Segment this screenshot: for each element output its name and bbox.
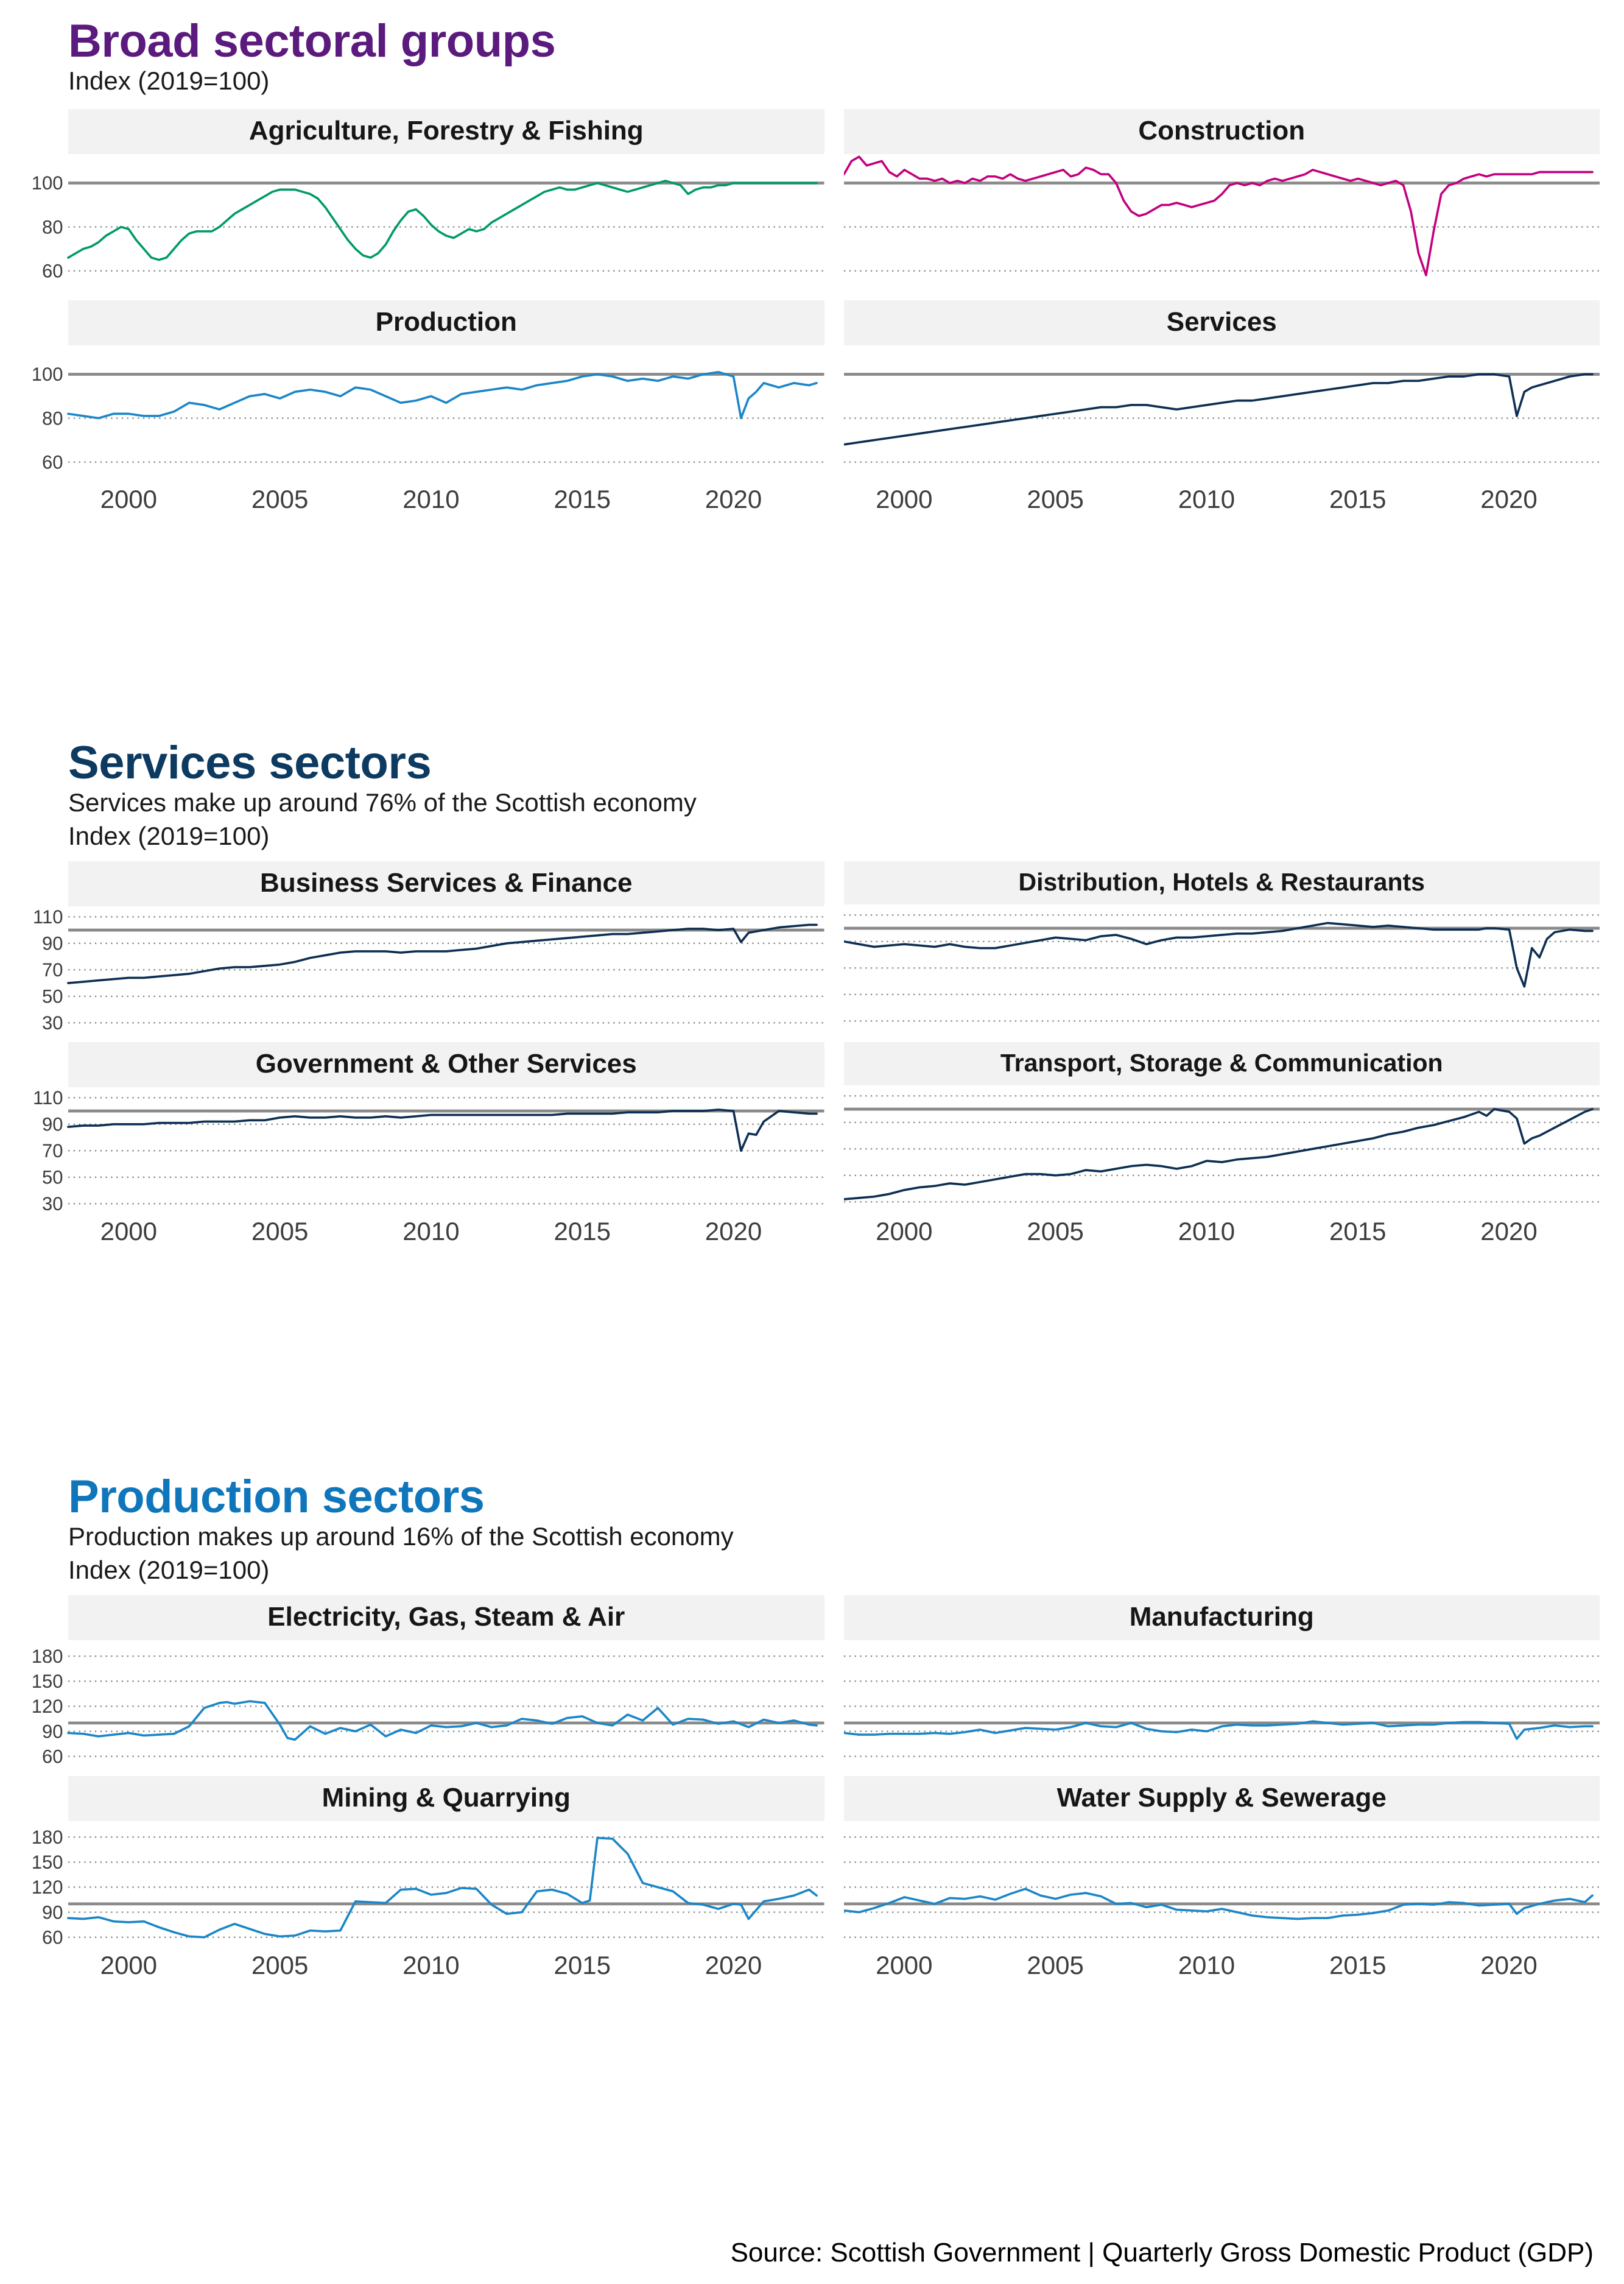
chart-title-manufacturing: Manufacturing	[844, 1595, 1600, 1640]
series-line	[68, 1701, 817, 1739]
plot-manufacturing	[844, 1640, 1600, 1768]
y-tick-label: 80	[41, 407, 63, 429]
y-tick-label: 50	[41, 985, 63, 1007]
x-tick-label: 2005	[251, 485, 309, 514]
chart-grid-services-row1	[0, 861, 1624, 1034]
x-tick-label: 2015	[554, 1216, 611, 1246]
x-tick-label: 2010	[1178, 485, 1236, 514]
x-tick-label: 2020	[705, 1950, 762, 1979]
y-tick-label: 100	[31, 172, 63, 194]
y-tick-label: 70	[41, 1140, 63, 1161]
section-title-production: Production sectors	[68, 1471, 485, 1523]
chart-panel-mining-quarrying	[31, 1776, 824, 1948]
x-tick-label: 2015	[1329, 1216, 1387, 1246]
x-tick-label: 2020	[1480, 485, 1538, 514]
chart-grid-services-row2	[0, 1042, 1624, 1214]
plot-government-other-services	[32, 1087, 824, 1214]
x-tick-label: 2000	[100, 485, 158, 514]
plot-agriculture	[31, 154, 824, 291]
plot-water-supply-sewerage	[844, 1821, 1600, 1948]
chart-title-production: Production	[68, 300, 824, 345]
chart-panel-distribution-hotels-restaurants	[844, 861, 1600, 1034]
x-tick-label: 2000	[876, 1950, 933, 1979]
chart-title-government-other-services: Government & Other Services	[68, 1042, 824, 1087]
section-title-services: Services sectors	[68, 737, 432, 789]
x-tick-label: 2015	[554, 485, 611, 514]
y-tick-label: 150	[31, 1851, 63, 1873]
x-tick-label: 2010	[1178, 1950, 1236, 1979]
y-tick-label: 30	[41, 1193, 63, 1214]
chart-title-mining-quarrying: Mining & Quarrying	[68, 1776, 824, 1821]
x-tick-label: 2015	[1329, 1950, 1387, 1979]
y-tick-label: 120	[31, 1877, 63, 1898]
chart-grid-broad-row2	[0, 300, 1624, 482]
chart-panel-services	[844, 300, 1600, 482]
series-line	[68, 1110, 817, 1151]
y-tick-label: 150	[31, 1671, 63, 1693]
chart-panel-construction	[844, 109, 1600, 291]
xaxis-row-broad	[0, 482, 1624, 527]
chart-panel-government-other-services	[32, 1042, 824, 1214]
section-subtitle-services-index: Index (2019=100)	[68, 821, 270, 850]
y-tick-label: 180	[31, 1826, 63, 1848]
x-tick-label: 2005	[1027, 1216, 1084, 1246]
chart-grid-production-row2	[0, 1776, 1624, 1948]
y-tick-label: 100	[31, 364, 63, 386]
x-tick-label: 2005	[1027, 1950, 1084, 1979]
x-tick-label: 2010	[402, 485, 460, 514]
plot-electricity-gas-steam-air	[31, 1640, 824, 1768]
chart-panel-water-supply-sewerage	[844, 1776, 1600, 1948]
chart-title-agriculture: Agriculture, Forestry & Fishing	[68, 109, 824, 154]
xaxis-production-right	[844, 1948, 1600, 1993]
xaxis-broad-right	[844, 482, 1600, 527]
plot-construction	[844, 154, 1600, 291]
series-line	[68, 181, 817, 260]
xaxis-services-right	[844, 1214, 1600, 1260]
y-tick-label: 180	[31, 1646, 63, 1668]
source-footer: Source: Scottish Government | Quarterly Gross Domestic Product (GDP)	[730, 2238, 1594, 2268]
chart-grid-broad-row1	[0, 109, 1624, 291]
series-line	[68, 925, 817, 984]
section-subtitle-production-share: Production makes up around 16% of the Scottish economy	[68, 1522, 734, 1551]
y-tick-label: 60	[41, 1926, 63, 1948]
xaxis-broad-left	[68, 482, 824, 527]
y-tick-label: 120	[31, 1696, 63, 1718]
y-tick-label: 90	[41, 1721, 63, 1743]
section-title-broad: Broad sectoral groups	[68, 15, 556, 67]
y-tick-label: 30	[41, 1012, 63, 1034]
x-tick-label: 2005	[251, 1216, 309, 1246]
chart-title-distribution-hotels-restaurants: Distribution, Hotels & Restaurants	[844, 861, 1600, 904]
y-tick-label: 90	[41, 1113, 63, 1135]
y-tick-label: 60	[41, 451, 63, 473]
section-subtitle-broad-index: Index (2019=100)	[68, 66, 270, 95]
chart-title-services: Services	[844, 300, 1600, 345]
section-production-sectors	[0, 1471, 1624, 1993]
section-broad-sectoral-groups	[0, 15, 1624, 527]
xaxis-services-left	[68, 1214, 824, 1260]
chart-title-construction: Construction	[844, 109, 1600, 154]
chart-title-electricity-gas-steam-air: Electricity, Gas, Steam & Air	[68, 1595, 824, 1640]
x-tick-label: 2020	[1480, 1950, 1538, 1979]
y-tick-label: 60	[41, 1746, 63, 1768]
series-line	[844, 375, 1592, 445]
y-tick-label: 90	[41, 1902, 63, 1923]
x-tick-label: 2005	[251, 1950, 309, 1979]
y-tick-label: 110	[32, 906, 63, 928]
chart-title-transport-storage-communication: Transport, Storage & Communication	[844, 1042, 1600, 1085]
chart-panel-agriculture	[31, 109, 824, 291]
x-tick-label: 2015	[1329, 485, 1387, 514]
chart-panel-transport-storage-communication	[844, 1042, 1600, 1214]
y-tick-label: 50	[41, 1166, 63, 1188]
y-tick-label: 110	[32, 1087, 63, 1109]
plot-distribution-hotels-restaurants	[844, 904, 1600, 1032]
x-tick-label: 2010	[402, 1216, 460, 1246]
xaxis-row-production	[0, 1948, 1624, 1993]
plot-business-services-finance	[32, 906, 824, 1034]
chart-panel-business-services-finance	[32, 861, 824, 1034]
plot-production	[31, 345, 824, 482]
y-tick-label: 60	[41, 259, 63, 281]
x-tick-label: 2015	[554, 1950, 611, 1979]
y-tick-label: 80	[41, 216, 63, 238]
plot-transport-storage-communication	[844, 1085, 1600, 1213]
x-tick-label: 2005	[1027, 485, 1084, 514]
xaxis-production-left	[68, 1948, 824, 1993]
x-tick-label: 2000	[876, 1216, 933, 1246]
x-tick-label: 2000	[876, 485, 933, 514]
chart-panel-electricity-gas-steam-air	[31, 1595, 824, 1768]
section-services-sectors	[0, 737, 1624, 1260]
chart-panel-manufacturing	[844, 1595, 1600, 1768]
x-tick-label: 2010	[1178, 1216, 1236, 1246]
x-tick-label: 2020	[705, 1216, 762, 1246]
x-tick-label: 2020	[705, 485, 762, 514]
xaxis-row-services	[0, 1214, 1624, 1260]
series-line	[68, 372, 817, 418]
y-tick-label: 90	[41, 932, 63, 954]
chart-grid-production-row1	[0, 1595, 1624, 1768]
section-subtitle-services-share: Services make up around 76% of the Scottish economy	[68, 788, 697, 817]
series-line	[844, 923, 1592, 987]
x-tick-label: 2020	[1480, 1216, 1538, 1246]
section-subtitle-production-index: Index (2019=100)	[68, 1555, 270, 1584]
series-line	[844, 157, 1592, 275]
plot-mining-quarrying	[31, 1821, 824, 1948]
y-tick-label: 70	[41, 959, 63, 981]
x-tick-label: 2000	[100, 1216, 158, 1246]
chart-title-business-services-finance: Business Services & Finance	[68, 861, 824, 906]
plot-services	[844, 345, 1600, 482]
chart-panel-production	[31, 300, 824, 482]
x-tick-label: 2000	[100, 1950, 158, 1979]
chart-title-water-supply-sewerage: Water Supply & Sewerage	[844, 1776, 1600, 1821]
x-tick-label: 2010	[402, 1950, 460, 1979]
